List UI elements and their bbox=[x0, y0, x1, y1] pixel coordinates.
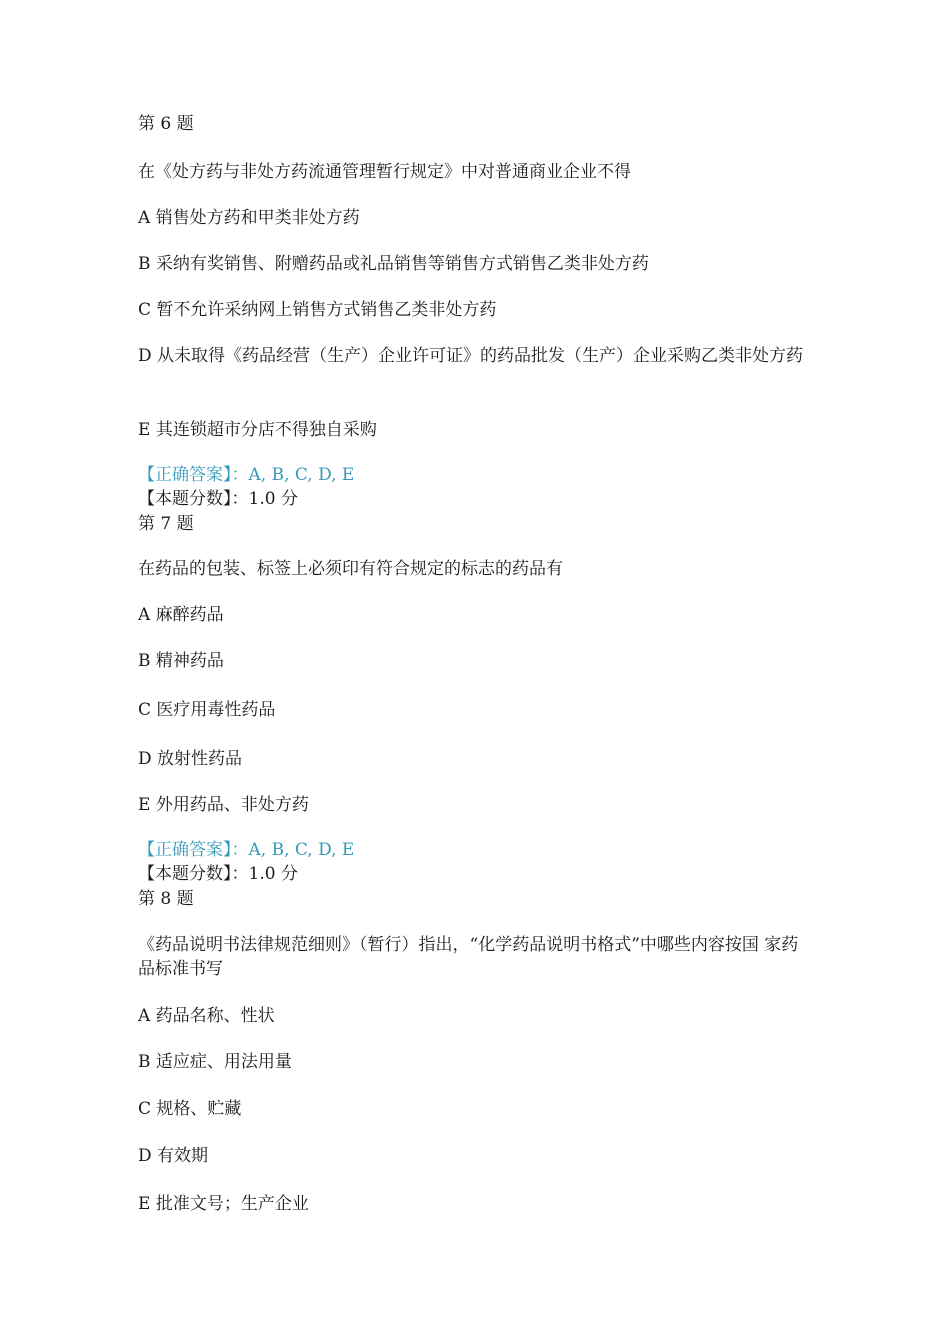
question-7-option-e: E 外用药品、非处方药 bbox=[138, 795, 309, 815]
answer-value: A, B, C, D, E bbox=[248, 465, 355, 485]
question-7-option-d: D 放射性药品 bbox=[138, 749, 243, 769]
question-6-answer bbox=[138, 463, 818, 487]
question-8-option-a: A 药品名称、性状 bbox=[138, 1006, 275, 1026]
question-6-score: 【本题分数】：1.0 分 bbox=[138, 489, 298, 509]
question-7-option-b: B 精神药品 bbox=[138, 651, 224, 671]
question-8-stem: 《药品说明书法律规范细则》（暂行）指出，“化学药品说明书格式”中哪些内容按国 家药品标准书写 bbox=[138, 935, 799, 979]
question-6-option-a: A 销售处方药和甲类非处方药 bbox=[138, 208, 360, 228]
answer-label: 【正确答案】： bbox=[138, 465, 249, 485]
question-7-option-c: C 医疗用毒性药品 bbox=[138, 700, 276, 720]
question-7-score: 【本题分数】：1.0 分 bbox=[138, 864, 298, 884]
question-8-option-d: D 有效期 bbox=[138, 1146, 209, 1166]
question-8-option-c: C 规格、贮藏 bbox=[138, 1099, 242, 1119]
question-8-title: 第 8 题 bbox=[138, 889, 194, 909]
answer-value: A, B, C, D, E bbox=[248, 840, 355, 860]
question-8-option-e: E 批准文号；生产企业 bbox=[138, 1194, 309, 1214]
question-6-option-d: D 从未取得《药品经营（生产）企业许可证》的药品批发（生产）企业采购乙类非处方药 bbox=[138, 346, 804, 366]
question-6-option-e: E 其连锁超市分店不得独自采购 bbox=[138, 420, 377, 440]
answer-label: 【正确答案】： bbox=[138, 840, 249, 860]
question-7-title: 第 7 题 bbox=[138, 514, 194, 534]
question-6-option-c: C 暂不允许采纳网上销售方式销售乙类非处方药 bbox=[138, 300, 497, 320]
question-6-stem: 在《处方药与非处方药流通管理暂行规定》中对普通商业企业不得 bbox=[138, 162, 631, 182]
question-6-title: 第 6 题 bbox=[138, 114, 194, 134]
question-7-stem: 在药品的包装、标签上必须印有符合规定的标志的药品有 bbox=[138, 559, 563, 579]
question-7-option-a: A 麻醉药品 bbox=[138, 605, 224, 625]
question-7-answer bbox=[138, 838, 818, 862]
question-6-option-b: B 采纳有奖销售、附赠药品或礼品销售等销售方式销售乙类非处方药 bbox=[138, 254, 649, 274]
question-8-option-b: B 适应症、用法用量 bbox=[138, 1052, 292, 1072]
